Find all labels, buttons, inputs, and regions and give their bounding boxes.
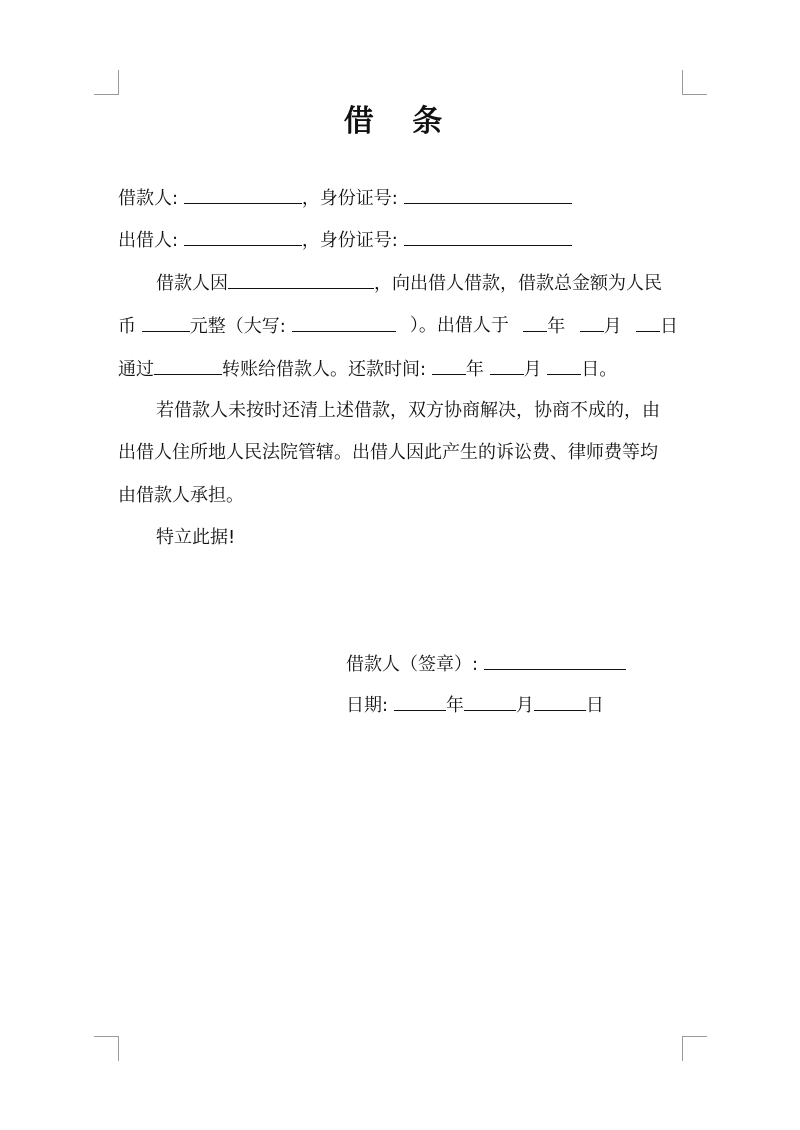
loan-month-blank[interactable] <box>580 311 604 332</box>
signature-line <box>346 649 626 680</box>
amount-words-label: 元整（大写: <box>189 316 286 337</box>
borrower-id-blank[interactable] <box>404 183 572 204</box>
lender-id-blank[interactable] <box>404 225 572 246</box>
repay-label: 转账给借款人。还款时间: <box>222 359 427 380</box>
crop-mark-top-right <box>682 70 707 95</box>
date-line <box>346 690 604 721</box>
signature-label: 借款人（签章）: <box>346 654 479 675</box>
signature-blank[interactable] <box>484 649 626 670</box>
body-line-6: 由借款人承担。 <box>118 485 244 506</box>
loan-amount-text: ，向出借人借款，借款总金额为人民 <box>374 273 662 294</box>
sign-year-blank[interactable] <box>394 690 446 711</box>
body-line-4: 若借款人未按时还清上述借款，双方协商解决，协商不成的，由 <box>156 400 660 421</box>
loan-day-blank[interactable] <box>636 311 660 332</box>
transfer-method-blank[interactable] <box>154 354 222 375</box>
lender-id-label: ，身份证号: <box>301 230 398 251</box>
body-line-1 <box>156 268 662 299</box>
crop-mark-bottom-left <box>94 1036 119 1061</box>
currency-label: 币 <box>118 316 136 337</box>
year-label: 年 <box>547 316 566 337</box>
crop-mark-bottom-right <box>682 1036 707 1061</box>
amount-blank[interactable] <box>142 311 190 332</box>
repay-month-blank[interactable] <box>490 354 524 375</box>
body-line-5: 出借人住所地人民法院管辖。出借人因此产生的诉讼费、律师费等均 <box>118 442 658 463</box>
repay-day-blank[interactable] <box>547 354 581 375</box>
borrower-label: 借款人: <box>118 188 179 209</box>
borrower-name-blank[interactable] <box>184 183 302 204</box>
day-label: 日 <box>659 316 678 337</box>
lender-label: 出借人: <box>118 230 179 251</box>
amount-words-blank[interactable] <box>292 311 396 332</box>
closing-line: 特立此据! <box>156 527 236 548</box>
crop-mark-top-left <box>94 70 119 95</box>
year-label: 年 <box>445 695 464 716</box>
month-label: 月 <box>523 359 542 380</box>
document-title: 借 条 <box>343 104 457 139</box>
borrower-id-label: ，身份证号: <box>301 188 398 209</box>
sign-month-blank[interactable] <box>464 690 516 711</box>
date-label: 日期: <box>346 695 389 716</box>
day-label: 日。 <box>581 359 618 380</box>
lender-line <box>118 225 572 256</box>
lender-name-blank[interactable] <box>184 225 302 246</box>
reason-label: 借款人因 <box>156 273 228 294</box>
body-line-3 <box>118 354 617 385</box>
day-label: 日 <box>585 695 604 716</box>
reason-blank[interactable] <box>228 268 374 289</box>
repay-year-blank[interactable] <box>432 354 466 375</box>
month-label: 月 <box>603 316 622 337</box>
loan-year-blank[interactable] <box>523 311 547 332</box>
loan-date-label: ）。出借人于 <box>409 315 509 336</box>
sign-day-blank[interactable] <box>534 690 586 711</box>
borrower-line <box>118 183 572 214</box>
month-label: 月 <box>515 695 534 716</box>
method-label: 通过 <box>118 359 154 380</box>
year-label: 年 <box>465 359 484 380</box>
body-line-2 <box>118 311 678 342</box>
